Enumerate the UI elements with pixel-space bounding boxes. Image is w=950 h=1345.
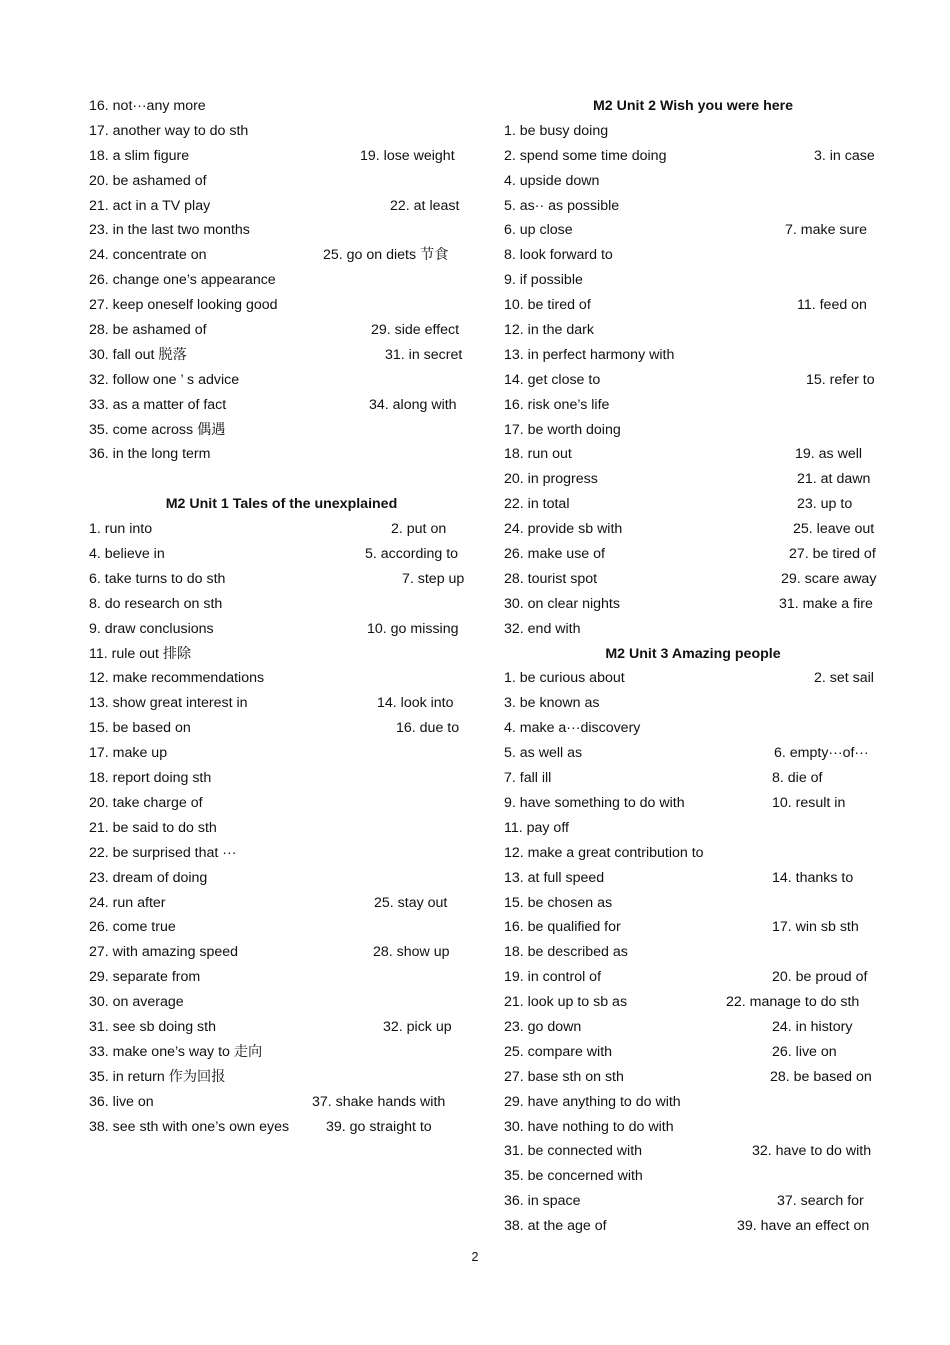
phrase-entry: 2. put on: [391, 521, 447, 538]
phrase-entry: 11. pay off: [504, 819, 569, 836]
list-item: [504, 418, 882, 443]
phrase-entry: 27. keep oneself looking good: [89, 297, 278, 314]
phrase-entry: 6. empty···of···: [774, 745, 869, 762]
list-item: [504, 617, 882, 642]
phrase-entry: 30. on average: [89, 994, 184, 1011]
phrase-entry: 1. be curious about: [504, 670, 625, 687]
phrase-entry: 16. risk one’s life: [504, 396, 610, 413]
phrase-entry: 7. make sure: [785, 222, 868, 239]
list-item: [504, 766, 882, 791]
phrase-entry: 18. be described as: [504, 944, 628, 961]
list-item: [89, 343, 474, 368]
list-item: [89, 891, 474, 916]
list-item: [89, 442, 474, 467]
list-item: [89, 567, 474, 592]
page-number: 2: [471, 1250, 479, 1264]
list-item: [504, 1115, 882, 1140]
phrase-entry: 5. as well as: [504, 745, 583, 762]
list-item: [504, 194, 882, 219]
phrase-entry: 9. if possible: [504, 272, 583, 289]
phrase-entry: 26. live on: [772, 1043, 837, 1060]
phrase-entry: 16. be qualified for: [504, 919, 621, 936]
phrase-entry: 3. in case: [814, 147, 875, 164]
phrase-entry: 35. in return 作为回报: [89, 1068, 226, 1085]
phrase-entry: 30. on clear nights: [504, 595, 620, 612]
phrase-entry: 19. lose weight: [360, 147, 455, 164]
list-item: [89, 169, 474, 194]
phrase-entry: 7. fall ill: [504, 770, 552, 787]
phrase-entry: 25. go on diets 节食: [323, 247, 449, 264]
list-item: [504, 1065, 882, 1090]
phrase-entry: 6. take turns to do sth: [89, 570, 226, 587]
phrase-entry: 35. be concerned with: [504, 1168, 643, 1185]
right-column: [504, 94, 882, 1239]
phrase-entry: 9. have something to do with: [504, 794, 685, 811]
list-item: [504, 791, 882, 816]
list-item: [89, 691, 474, 716]
list-item: [504, 1214, 882, 1239]
list-item: [504, 741, 882, 766]
list-item: [504, 542, 882, 567]
phrase-entry: 21. at dawn: [797, 471, 871, 488]
list-item: [504, 1040, 882, 1065]
phrase-entry: 12. make a great contribution to: [504, 844, 704, 861]
phrase-entry: 28. show up: [373, 944, 450, 961]
phrase-entry: 24. provide sb with: [504, 521, 623, 538]
left-column: [89, 94, 474, 1139]
list-item: [504, 144, 882, 169]
list-item: [504, 1090, 882, 1115]
phrase-entry: 14. look into: [377, 695, 454, 712]
phrase-entry: 11. rule out 排除: [89, 645, 192, 662]
continuation-list: [89, 94, 474, 467]
phrase-entry: 7. step up: [402, 570, 465, 587]
phrase-entry: 23. go down: [504, 1018, 582, 1035]
list-item: [89, 915, 474, 940]
list-item: [504, 169, 882, 194]
list-item: [89, 990, 474, 1015]
phrase-entry: 31. in secret: [385, 346, 463, 363]
phrase-entry: 29. separate from: [89, 969, 201, 986]
list-item: [504, 716, 882, 741]
list-item: [504, 816, 882, 841]
list-item: [89, 194, 474, 219]
phrase-entry: 23. up to: [797, 496, 853, 513]
phrase-entry: 20. take charge of: [89, 794, 203, 811]
phrase-entry: 21. look up to sb as: [504, 994, 628, 1011]
list-item: [89, 816, 474, 841]
list-item: [504, 1139, 882, 1164]
phrase-entry: 25. stay out: [374, 894, 448, 911]
phrase-entry: 17. make up: [89, 745, 168, 762]
list-item: [504, 891, 882, 916]
phrase-entry: 39. have an effect on: [737, 1218, 870, 1235]
list-item: [89, 1065, 474, 1090]
phrase-entry: 14. get close to: [504, 371, 601, 388]
phrase-entry: 23. dream of doing: [89, 869, 208, 886]
list-item: [504, 990, 882, 1015]
list-item: [504, 119, 882, 144]
phrase-entry: 30. have nothing to do with: [504, 1118, 674, 1135]
phrase-entry: 27. be tired of: [789, 546, 876, 563]
list-item: [89, 1115, 474, 1140]
phrase-entry: 29. have anything to do with: [504, 1093, 681, 1110]
phrase-entry: 18. a slim figure: [89, 147, 190, 164]
phrase-entry: 5. as·· as possible: [504, 197, 620, 214]
phrase-entry: 8. look forward to: [504, 247, 613, 264]
phrase-entry: 20. be ashamed of: [89, 172, 207, 189]
phrase-entry: 10. go missing: [367, 620, 459, 637]
list-item: [89, 741, 474, 766]
list-item: [89, 841, 474, 866]
phrase-entry: 1. run into: [89, 521, 153, 538]
list-item: [89, 617, 474, 642]
list-item: [89, 940, 474, 965]
phrase-entry: 26. change one’s appearance: [89, 272, 276, 289]
phrase-entry: 15. refer to: [806, 371, 875, 388]
phrase-entry: 8. die of: [772, 770, 823, 787]
phrase-entry: 36. in space: [504, 1193, 581, 1210]
list-item: [89, 666, 474, 691]
phrase-entry: 36. live on: [89, 1093, 154, 1110]
phrase-entry: 22. in total: [504, 496, 570, 513]
list-item: [504, 915, 882, 940]
phrase-entry: 14. thanks to: [772, 869, 854, 886]
phrase-entry: 31. see sb doing sth: [89, 1018, 216, 1035]
list-item: [504, 243, 882, 268]
phrase-entry: 25. leave out: [793, 521, 875, 538]
unit1-title: M2 Unit 1 Tales of the unexplained: [165, 496, 398, 513]
phrase-entry: 24. concentrate on: [89, 247, 207, 264]
phrase-entry: 15. be based on: [89, 720, 191, 737]
phrase-entry: 32. end with: [504, 620, 581, 637]
list-item: [504, 218, 882, 243]
list-item: [504, 268, 882, 293]
phrase-entry: 5. according to: [365, 546, 459, 563]
phrase-entry: 10. result in: [772, 794, 846, 811]
section-spacer: [89, 467, 474, 492]
list-item: [504, 467, 882, 492]
list-item: [89, 766, 474, 791]
list-item: [89, 393, 474, 418]
list-item: [89, 293, 474, 318]
list-item: [504, 318, 882, 343]
phrase-entry: 33. make one’s way to 走向: [89, 1043, 263, 1060]
list-item: [504, 841, 882, 866]
list-item: [89, 318, 474, 343]
phrase-entry: 2. set sail: [814, 670, 874, 687]
list-item: [504, 567, 882, 592]
phrase-entry: 19. as well: [795, 446, 863, 463]
list-item: [504, 393, 882, 418]
phrase-entry: 31. be connected with: [504, 1143, 643, 1160]
list-item: [89, 94, 474, 119]
list-item: [504, 343, 882, 368]
phrase-entry: 20. in progress: [504, 471, 598, 488]
phrase-entry: 37. search for: [777, 1193, 864, 1210]
phrase-entry: 31. make a fire: [779, 595, 873, 612]
phrase-entry: 16. not···any more: [89, 98, 206, 114]
phrase-entry: 21. be said to do sth: [89, 819, 217, 836]
phrase-entry: 32. have to do with: [752, 1143, 872, 1160]
list-item: [504, 940, 882, 965]
list-item: [89, 1090, 474, 1115]
phrase-entry: 24. in history: [772, 1018, 853, 1035]
phrase-entry: 10. be tired of: [504, 297, 591, 314]
phrase-entry: 38. at the age of: [504, 1218, 607, 1235]
phrase-entry: 17. win sb sth: [772, 919, 859, 936]
list-item: [89, 119, 474, 144]
phrase-entry: 11. feed on: [797, 297, 867, 314]
phrase-entry: 23. in the last two months: [89, 222, 250, 239]
list-item: [504, 1164, 882, 1189]
phrase-entry: 22. be surprised that ···: [89, 844, 237, 861]
unit1-list: [89, 517, 474, 1139]
list-item: [504, 592, 882, 617]
phrase-entry: 25. compare with: [504, 1043, 613, 1060]
phrase-entry: 17. be worth doing: [504, 421, 621, 438]
phrase-entry: 9. draw conclusions: [89, 620, 214, 637]
phrase-entry: 4. believe in: [89, 546, 165, 563]
phrase-entry: 12. in the dark: [504, 322, 594, 339]
phrase-entry: 29. side effect: [371, 322, 460, 339]
list-item: [89, 517, 474, 542]
phrase-entry: 4. make a···discovery: [504, 720, 641, 737]
phrase-entry: 28. be based on: [770, 1068, 872, 1085]
phrase-entry: 33. as a matter of fact: [89, 396, 227, 413]
unit2-title: M2 Unit 2 Wish you were here: [592, 98, 794, 114]
phrase-entry: 36. in the long term: [89, 446, 211, 463]
phrase-entry: 13. show great interest in: [89, 695, 248, 712]
list-item: [89, 418, 474, 443]
phrase-entry: 16. due to: [396, 720, 460, 737]
phrase-entry: 27. base sth on sth: [504, 1068, 624, 1085]
list-item: [504, 1189, 882, 1214]
list-item: [504, 691, 882, 716]
phrase-entry: 37. shake hands with: [312, 1093, 446, 1110]
phrase-entry: 8. do research on sth: [89, 595, 223, 612]
phrase-entry: 32. pick up: [383, 1018, 452, 1035]
phrase-entry: 35. come across 偶遇: [89, 421, 226, 438]
unit3-title: M2 Unit 3 Amazing people: [605, 645, 781, 662]
list-item: [504, 866, 882, 891]
list-item: [504, 442, 882, 467]
list-item: [89, 1040, 474, 1065]
list-item: [89, 965, 474, 990]
phrase-entry: 24. run after: [89, 894, 166, 911]
list-item: [504, 293, 882, 318]
phrase-entry: 27. with amazing speed: [89, 944, 239, 961]
phrase-entry: 12. make recommendations: [89, 670, 265, 687]
list-item: [89, 592, 474, 617]
phrase-entry: 15. be chosen as: [504, 894, 613, 911]
phrase-entry: 22. manage to do sth: [726, 994, 860, 1011]
phrase-entry: 39. go straight to: [326, 1118, 432, 1135]
phrase-entry: 20. be proud of: [772, 969, 868, 986]
list-item: [89, 268, 474, 293]
phrase-entry: 1. be busy doing: [504, 122, 609, 139]
phrase-entry: 13. at full speed: [504, 869, 605, 886]
phrase-entry: 2. spend some time doing: [504, 147, 667, 164]
list-item: [504, 517, 882, 542]
phrase-entry: 17. another way to do sth: [89, 122, 249, 139]
list-item: [89, 716, 474, 741]
list-item: [504, 965, 882, 990]
list-item: [89, 1015, 474, 1040]
list-item: [89, 542, 474, 567]
phrase-entry: 21. act in a TV play: [89, 197, 211, 214]
phrase-entry: 32. follow one ’ s advice: [89, 371, 240, 388]
phrase-entry: 22. at least: [390, 197, 460, 214]
list-item: [89, 791, 474, 816]
phrase-entry: 13. in perfect harmony with: [504, 346, 675, 363]
phrase-entry: 38. see sth with one’s own eyes: [89, 1118, 290, 1135]
list-item: [89, 218, 474, 243]
phrase-entry: 28. tourist spot: [504, 570, 598, 587]
phrase-entry: 26. come true: [89, 919, 176, 936]
unit2-list: [504, 119, 882, 642]
list-item: [89, 144, 474, 169]
phrase-entry: 19. in control of: [504, 969, 602, 986]
list-item: [504, 492, 882, 517]
list-item: [89, 243, 474, 268]
phrase-entry: 29. scare away: [781, 570, 877, 587]
list-item: [504, 368, 882, 393]
phrase-entry: 6. up close: [504, 222, 573, 239]
phrase-entry: 18. report doing sth: [89, 770, 212, 787]
phrase-entry: 26. make use of: [504, 546, 605, 563]
phrase-entry: 34. along with: [369, 396, 457, 413]
list-item: [504, 1015, 882, 1040]
list-item: [89, 368, 474, 393]
phrase-entry: 18. run out: [504, 446, 572, 463]
phrase-entry: 30. fall out 脱落: [89, 346, 187, 363]
phrase-entry: 4. upside down: [504, 172, 600, 189]
list-item: [504, 666, 882, 691]
phrase-entry: 28. be ashamed of: [89, 322, 207, 339]
phrase-entry: 3. be known as: [504, 695, 600, 712]
list-item: [89, 866, 474, 891]
unit3-list: [504, 666, 882, 1238]
list-item: [89, 642, 474, 667]
